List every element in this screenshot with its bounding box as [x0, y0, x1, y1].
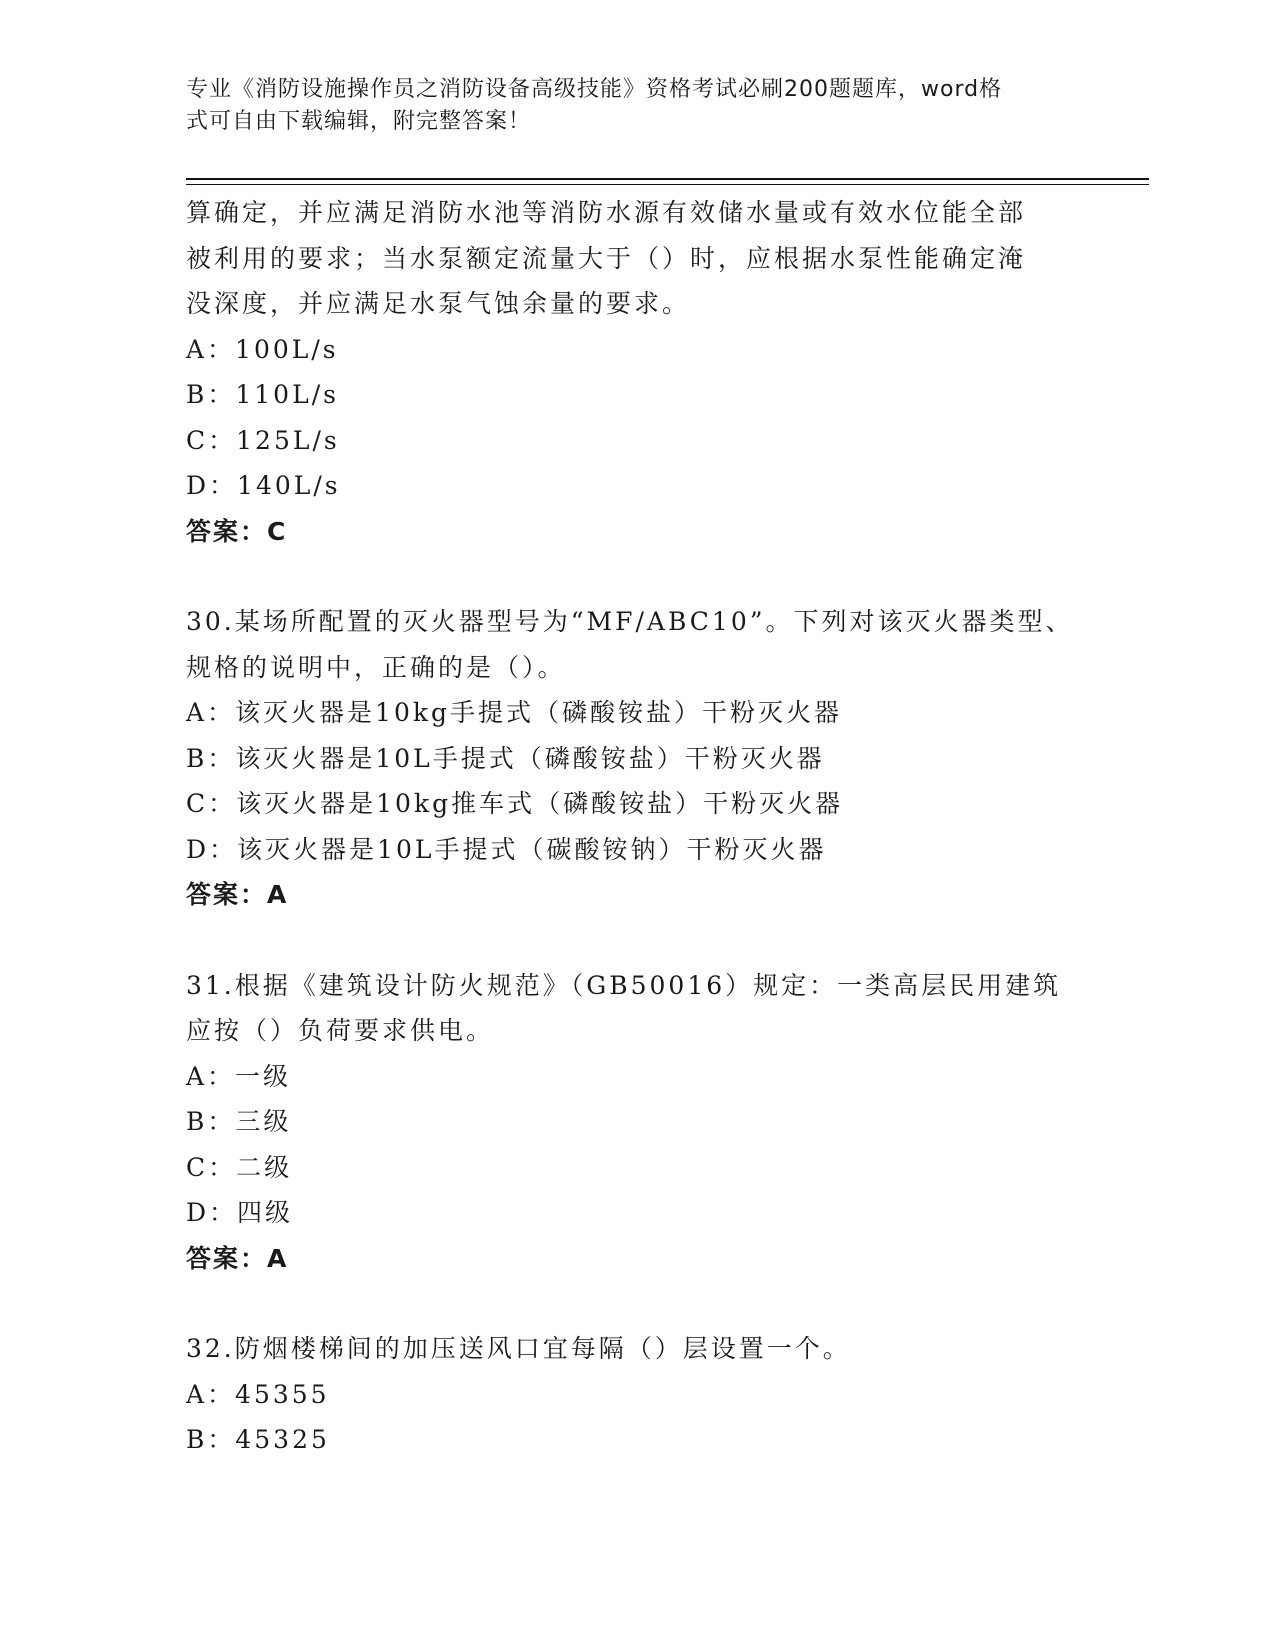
- question-text-line: 规格的说明中，正确的是（）。: [186, 652, 566, 682]
- question-32: [186, 1326, 1146, 1463]
- answer: 答案：C: [186, 516, 288, 546]
- question-text-line: 被利用的要求；当水泵额定流量大于（）时，应根据水泵性能确定淹: [186, 243, 1027, 273]
- page-header: [186, 74, 1086, 138]
- option-b: B：该灭火器是10L手提式（磷酸铵盐）干粉灭火器: [186, 743, 825, 773]
- header-rule-thick: [186, 178, 1149, 180]
- option-b: B：三级: [186, 1107, 292, 1136]
- header-rule-thin: [186, 184, 1149, 185]
- option-d: D：四级: [186, 1198, 294, 1227]
- question-29: [186, 190, 1146, 554]
- question-spacer: [186, 554, 1146, 599]
- option-a: A：45355: [186, 1379, 330, 1409]
- option-b: B：110L/s: [186, 380, 339, 409]
- header-line-1: 专业《消防设施操作员之消防设备高级技能》资格考试必刷200题题库，word格: [186, 77, 1003, 102]
- question-text-line: 30.某场所配置的灭火器型号为“MF/ABC10”。下列对该灭火器类型、: [186, 607, 1074, 636]
- question-text-line: 算确定，并应满足消防水池等消防水源有效储水量或有效水位能全部: [186, 198, 1027, 227]
- option-c: C：二级: [186, 1152, 293, 1182]
- question-text-line: 31.根据《建筑设计防火规范》（GB50016）规定：一类高层民用建筑: [186, 970, 1062, 1000]
- question-text-line: 没深度，并应满足水泵气蚀余量的要求。: [186, 289, 691, 318]
- answer: 答案：A: [186, 880, 289, 909]
- document-body: [186, 190, 1146, 1463]
- question-30: [186, 599, 1146, 918]
- option-c: C：125L/s: [186, 425, 340, 455]
- option-d: D：该灭火器是10L手提式（碳酸铵钠）干粉灭火器: [186, 834, 827, 864]
- option-a: A：一级: [186, 1061, 292, 1091]
- question-31: [186, 963, 1146, 1282]
- header-line-2: 式可自由下载编辑，附完整答案！: [186, 109, 532, 134]
- question-text-line: 应按（）负荷要求供电。: [186, 1016, 495, 1045]
- answer: 答案：A: [186, 1243, 289, 1273]
- option-c: C：该灭火器是10kg推车式（磷酸铵盐）干粉灭火器: [186, 789, 844, 818]
- question-text-line: 32.防烟楼梯间的加压送风口宜每隔（）层设置一个。: [186, 1334, 851, 1363]
- option-a: A：该灭火器是10kg手提式（磷酸铵盐）干粉灭火器: [186, 698, 843, 727]
- option-b: B：45325: [186, 1425, 330, 1454]
- option-d: D：140L/s: [186, 471, 341, 500]
- question-spacer: [186, 918, 1146, 963]
- question-spacer: [186, 1281, 1146, 1326]
- option-a: A：100L/s: [186, 334, 339, 364]
